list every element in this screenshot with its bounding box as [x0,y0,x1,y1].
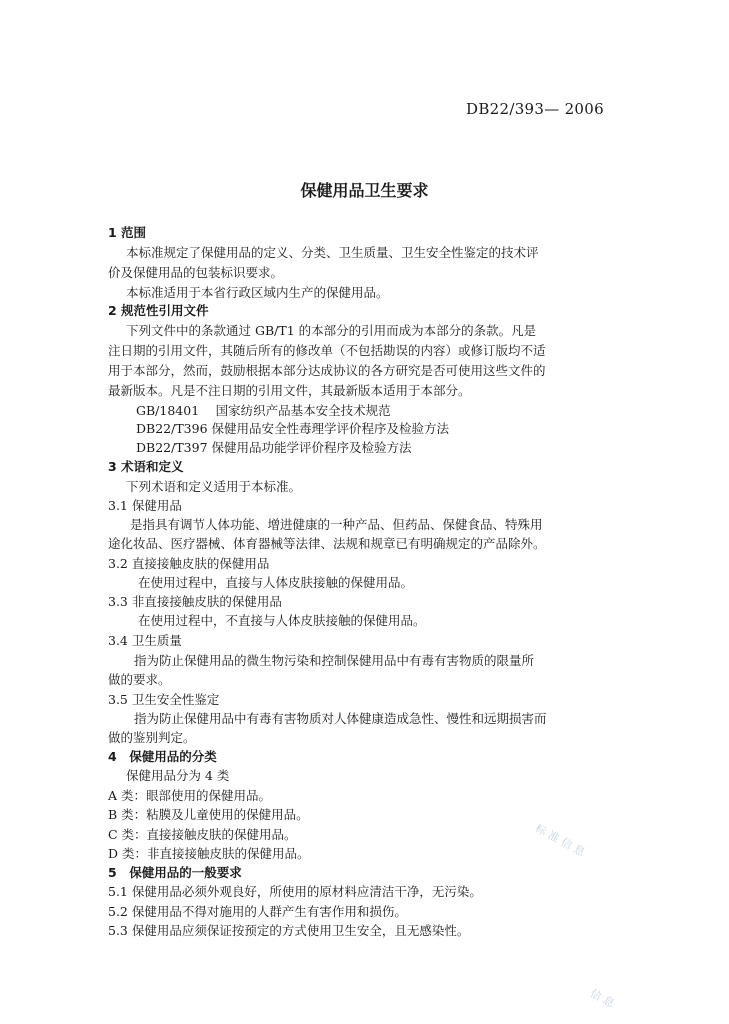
paragraph-line: 保健用品分为 4 类 [126,768,230,783]
subsection-heading: 3.4 卫生质量 [108,633,182,648]
requirement-item: 5.3 保健用品应须保证按预定的方式使用卫生安全，且无感染性。 [108,923,470,938]
category-item: D 类：非直接接触皮肤的保健用品。 [108,846,310,861]
section-heading: 4 保健用品的分类 [108,749,217,764]
reference-item: GB/18401 国家纺织产品基本安全技术规范 [136,403,391,418]
paragraph-line: 下列文件中的条款通过 GB/T1 的本部分的引用而成为本部分的条款。凡是 [126,323,537,338]
category-item: C 类：直接接触皮肤的保健用品。 [108,827,297,842]
paragraph-line: 途化妆品、医疗器械、体育器械等法律、法规和规章已有明确规定的产品除外。 [108,536,546,551]
watermark: 标 准 信 息 [532,821,588,859]
category-item: B 类：粘膜及儿童使用的保健用品。 [108,807,309,822]
paragraph-line: 指为防止保健用品的微生物污染和控制保健用品中有毒有害物质的限量所 [134,653,535,668]
category-item: A 类：眼部使用的保健用品。 [108,788,272,803]
paragraph-line: 本标准规定了保健用品的定义、分类、卫生质量、卫生安全性鉴定的技术评 [126,245,539,260]
requirement-item: 5.2 保健用品不得对施用的人群产生有害作用和损伤。 [108,904,407,919]
subsection-heading: 3.1 保健用品 [108,498,182,513]
reference-item: DB22/T396 保健用品安全性毒理学评价程序及检验方法 [136,421,449,436]
paragraph-line: 下列术语和定义适用于本标准。 [126,479,302,494]
paragraph-line: 在使用过程中，不直接与人体皮肤接触的保健用品。 [138,613,426,628]
paragraph-line: 是指具有调节人体功能、增进健康的一种产品、但药品、保健食品、特殊用 [130,517,543,532]
watermark: 信 息 [587,986,617,1011]
paragraph-line: 在使用过程中，直接与人体皮肤接触的保健用品。 [138,575,414,590]
subsection-heading: 3.5 卫生安全性鉴定 [108,692,220,707]
subsection-heading: 3.3 非直接接触皮肤的保健用品 [108,594,282,609]
paragraph-line: 最新版本。凡是不注日期的引用文件，其最新版本适用于本部分。 [108,383,471,398]
paragraph-line: 做的鉴别判定。 [108,730,196,745]
section-heading: 2 规范性引用文件 [108,303,209,318]
document-title: 保健用品卫生要求 [300,181,429,200]
section-heading: 1 范围 [108,225,147,240]
paragraph-line: 本标准适用于本省行政区域内生产的保健用品。 [126,285,389,300]
paragraph-line: 做的要求。 [108,672,171,687]
paragraph-line: 用于本部分，然而，鼓励根据本部分达成协议的各方研究是否可使用这些文件的 [108,363,546,378]
document-code: DB22/393— 2006 [466,100,604,118]
paragraph-line: 注日期的引用文件，其随后所有的修改单（不包括勘误的内容）或修订版均不适 [108,343,546,358]
paragraph-line: 指为防止保健用品中有毒有害物质对人体健康造成急性、慢性和远期损害而 [134,711,547,726]
reference-item: DB22/T397 保健用品功能学评价程序及检验方法 [136,440,412,455]
requirement-item: 5.1 保健用品必须外观良好，所使用的原材料应清洁干净，无污染。 [108,884,482,899]
subsection-heading: 3.2 直接接触皮肤的保健用品 [108,556,270,571]
section-heading: 5 保健用品的一般要求 [108,865,242,880]
paragraph-line: 价及保健用品的包装标识要求。 [108,265,284,280]
section-heading: 3 术语和定义 [108,459,184,474]
